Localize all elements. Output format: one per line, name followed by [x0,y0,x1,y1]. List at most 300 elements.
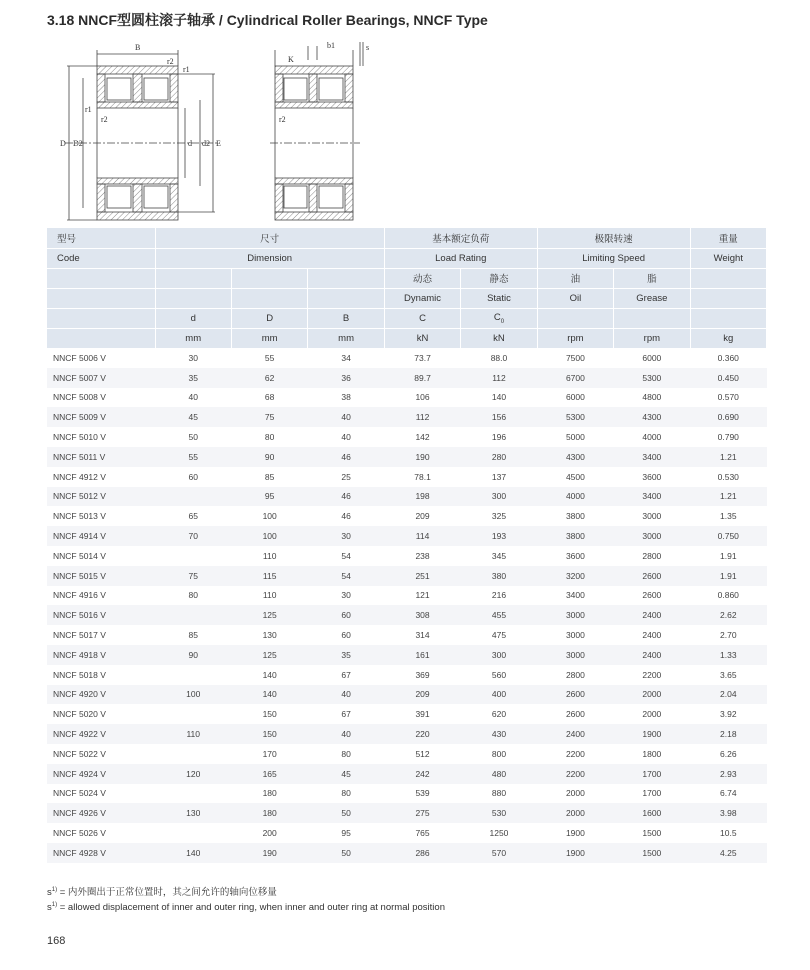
cell-code: NNCF 5012 V [47,487,155,507]
cell-outer-D: 130 [262,630,277,641]
cell-weight: 1.21 [690,487,766,507]
header-dimension-en: Dimension [155,248,384,268]
cell-dynamic-C: 209 [415,511,430,522]
label-D2: D2 [73,139,83,148]
cell-outer-D: 95 [231,487,307,507]
cell-grease-speed: 1800 [642,748,662,759]
cell-width-B: 60 [341,630,351,641]
cell-grease-speed: 3000 [614,526,690,546]
label-D: D [60,139,66,148]
cell-grease-speed: 2000 [614,685,690,705]
cell-dynamic-C: 198 [384,487,460,507]
table-row [47,625,767,645]
cell-bore-d: 90 [155,645,231,665]
header-symbol-B: B [308,308,384,328]
header-speed-cn: 极限转速 [537,228,690,248]
cell-code: NNCF 5020 V [53,709,106,720]
cell-outer-D: 115 [231,566,307,586]
cell-code: NNCF 5016 V [47,605,155,625]
table-row [47,586,767,606]
cell-oil-speed: 2200 [565,748,585,759]
cell-dynamic-C: 238 [415,550,430,561]
cell-dynamic-C: 73.7 [414,353,431,364]
cell-grease-speed: 1900 [614,724,690,744]
cell-width-B: 80 [341,788,351,799]
page-number: 168 [47,935,66,947]
cell-code: NNCF 5015 V [47,566,155,586]
cell-static-C0: 475 [491,630,507,641]
header-weight-en: Weight [690,248,766,268]
cell-code: NNCF 5022 V [53,748,106,759]
cell-static-C0: 1250 [489,828,509,839]
cell-dynamic-C: 512 [415,748,430,759]
cell-weight: 1.91 [720,550,737,561]
cell-dynamic-C: 242 [384,764,460,784]
label-b1: b1 [327,41,335,50]
table-row [47,764,767,784]
cell-weight: 0.450 [690,368,766,388]
cell-code: NNCF 5017 V [53,630,106,641]
cell-oil-speed: 2600 [537,685,613,705]
cell-outer-D: 62 [231,368,307,388]
cell-outer-D: 150 [231,724,307,744]
header-static-en: Static [461,288,537,308]
cell-weight: 2.70 [720,630,737,641]
cell-oil-speed: 3000 [537,645,613,665]
cell-grease-speed: 2400 [614,605,690,625]
table-row [47,447,767,467]
cell-code: NNCF 4928 V [47,843,155,863]
footnote-cn: $s^{1)}$ = 内外圈出于正常位置时，其之间允许的轴向位移量 [47,886,277,898]
cell-dynamic-C: 190 [384,447,460,467]
cell-bore-d: 100 [155,685,231,705]
cell-width-B: 45 [308,764,384,784]
cell-outer-D: 165 [231,764,307,784]
table-row [47,823,767,843]
cell-weight: 0.690 [690,407,766,427]
cell-bore-d: 35 [155,368,231,388]
cell-width-B: 35 [308,645,384,665]
table-row [47,784,767,804]
label-r2-right: r2 [279,115,286,124]
header-unit-oil: rpm [537,328,613,348]
specification-table [47,228,767,863]
cell-width-B: 46 [308,447,384,467]
cell-code: NNCF 5008 V [53,392,106,403]
cell-weight: 4.25 [690,843,766,863]
cell-static-C0: 193 [461,526,537,546]
cell-grease-speed: 2600 [642,590,662,601]
table-row [47,566,767,586]
cell-bore-d [155,784,231,804]
cell-bore-d: 110 [155,724,231,744]
cell-bore-d: 130 [155,803,231,823]
cell-weight: 1.35 [720,511,737,522]
cell-code: NNCF 5009 V [47,407,155,427]
cell-oil-speed: 5000 [565,432,585,443]
cell-bore-d [155,546,231,566]
cell-dynamic-C: 89.7 [384,368,460,388]
cell-bore-d: 120 [155,764,231,784]
cell-width-B: 67 [341,709,351,720]
cell-outer-D: 150 [262,709,277,720]
cell-weight: 2.04 [690,685,766,705]
header-unit-d: mm [155,328,231,348]
cell-outer-D: 85 [264,471,275,482]
cell-grease-speed: 2200 [642,669,662,680]
cell-grease-speed: 3400 [614,487,690,507]
cell-grease-speed: 1700 [614,764,690,784]
cell-width-B: 30 [308,526,384,546]
table-header [47,228,767,348]
cell-outer-D: 125 [231,645,307,665]
cell-code: NNCF 4912 V [53,471,106,482]
label-r1-left: r1 [183,65,190,74]
page-title: 3.18 NNCF型圆柱滚子轴承 / Cylindrical Roller Bearings, NNCF Type [47,12,488,28]
cell-width-B: 46 [341,511,351,522]
cell-bore-d [155,704,231,724]
cell-static-C0: 560 [491,669,507,680]
cell-width-B: 60 [308,605,384,625]
header-model-cn: 型号 [47,228,155,248]
cell-static-C0: 455 [461,605,537,625]
cell-weight: 0.360 [717,353,739,364]
cell-oil-speed: 3800 [537,526,613,546]
cell-code: NNCF 4914 V [47,526,155,546]
cell-static-C0: 345 [491,550,507,561]
header-grease-en: Grease [614,288,690,308]
table-row [47,487,767,507]
cell-bore-d: 40 [188,392,198,403]
cell-weight: 3.65 [720,669,737,680]
cell-outer-D: 75 [231,407,307,427]
cell-oil-speed: 2000 [537,803,613,823]
cell-bore-d: 80 [188,590,198,601]
cell-grease-speed: 4000 [642,432,662,443]
cell-static-C0: 280 [461,447,537,467]
cell-width-B: 34 [341,353,351,364]
bearing-cross-section-diagram [55,38,385,228]
header-load-en: Load Rating [384,248,537,268]
cell-static-C0: 156 [461,407,537,427]
cell-width-B: 38 [341,392,351,403]
cell-weight: 1.21 [690,447,766,467]
cell-grease-speed: 6000 [642,353,662,364]
label-r2-inner: r2 [101,115,108,124]
cell-weight: 2.93 [690,764,766,784]
cell-static-C0: 325 [491,511,507,522]
label-r1-inner: r1 [85,105,92,114]
cell-static-C0: 880 [491,788,507,799]
label-E: E [216,139,221,148]
cell-dynamic-C: 78.1 [414,471,431,482]
cell-bore-d: 140 [155,843,231,863]
header-speed-en: Limiting Speed [537,248,690,268]
cell-dynamic-C: 114 [384,526,460,546]
table-row [47,724,767,744]
header-model-en: Code [47,248,155,268]
cell-width-B: 40 [308,407,384,427]
cell-bore-d: 45 [155,407,231,427]
cell-grease-speed: 1500 [642,828,662,839]
cell-width-B: 40 [308,724,384,744]
cell-outer-D: 110 [262,590,277,601]
cell-dynamic-C: 275 [384,803,460,823]
table-row [47,467,767,487]
cell-code: NNCF 4926 V [47,803,155,823]
header-unit-weight: kg [690,328,766,348]
table-row [47,665,767,685]
header-symbol-C0: $C_0$ [461,308,537,328]
table-row [47,546,767,566]
label-K: K [288,55,294,64]
cell-weight: 0.860 [717,590,739,601]
cell-static-C0: 300 [461,645,537,665]
cell-dynamic-C: 391 [415,709,430,720]
cell-grease-speed: 1700 [642,788,662,799]
cell-bore-d: 55 [155,447,231,467]
cell-static-C0: 300 [461,487,537,507]
cell-outer-D: 80 [264,432,275,443]
header-unit-D: mm [231,328,307,348]
header-symbol-D: D [231,308,307,328]
cell-oil-speed: 2000 [565,788,585,799]
cell-code: NNCF 4920 V [47,685,155,705]
label-B: B [135,43,141,52]
cell-weight: 0.570 [717,392,739,403]
label-s: s [366,43,370,52]
table-row [47,368,767,388]
cell-weight: 0.790 [717,432,739,443]
cell-code: NNCF 4922 V [47,724,155,744]
cell-weight: 2.18 [690,724,766,744]
cell-grease-speed: 5300 [614,368,690,388]
cell-weight: 1.91 [690,566,766,586]
cell-weight: 6.26 [720,748,737,759]
cell-outer-D: 140 [262,669,277,680]
cell-bore-d: 85 [188,630,198,641]
cell-dynamic-C: 539 [415,788,430,799]
cell-grease-speed: 2400 [614,645,690,665]
cell-grease-speed: 1600 [614,803,690,823]
header-unit-C0: kN [461,328,537,348]
cell-outer-D: 55 [264,353,275,364]
cell-oil-speed: 2400 [537,724,613,744]
cell-oil-speed: 3800 [565,511,585,522]
table-row [47,685,767,705]
cell-width-B: 30 [341,590,351,601]
cell-bore-d [155,823,231,843]
cell-oil-speed: 4000 [537,487,613,507]
cell-oil-speed: 5300 [537,407,613,427]
cell-static-C0: 380 [461,566,537,586]
cell-grease-speed: 4300 [614,407,690,427]
cell-grease-speed: 3600 [642,471,662,482]
header-symbol-C: C [384,308,460,328]
cell-static-C0: 800 [491,748,507,759]
cell-oil-speed: 3600 [565,550,585,561]
table-body [47,348,767,863]
cell-oil-speed: 3400 [565,590,585,601]
cell-width-B: 36 [308,368,384,388]
cell-dynamic-C: 765 [415,828,430,839]
table-row [47,803,767,823]
cell-outer-D: 180 [231,803,307,823]
cell-code: NNCF 5013 V [53,511,106,522]
cell-dynamic-C: 106 [415,392,430,403]
cell-outer-D: 180 [262,788,277,799]
cell-width-B: 40 [308,685,384,705]
cell-oil-speed: 2600 [565,709,585,720]
header-unit-C: kN [384,328,460,348]
cell-static-C0: 137 [491,471,507,482]
cell-oil-speed: 6000 [565,392,585,403]
cell-outer-D: 100 [231,526,307,546]
cell-outer-D: 170 [262,748,277,759]
cell-weight: 10.5 [720,828,737,839]
cell-dynamic-C: 161 [384,645,460,665]
cell-static-C0: 480 [461,764,537,784]
cell-code: NNCF 5007 V [47,368,155,388]
cell-outer-D: 100 [262,511,277,522]
cell-bore-d: 65 [188,511,198,522]
cell-width-B: 54 [341,550,351,561]
table-row [47,506,767,526]
table-row [47,704,767,724]
cell-static-C0: 430 [461,724,537,744]
cell-static-C0: 88.0 [490,353,508,364]
cell-code: NNCF 5026 V [53,828,106,839]
header-dynamic-en: Dynamic [384,288,460,308]
cell-dynamic-C: 251 [384,566,460,586]
cell-grease-speed: 2800 [642,550,662,561]
cell-oil-speed: 4500 [565,471,585,482]
cell-outer-D: 90 [231,447,307,467]
bearing-drawings [55,38,385,228]
cell-bore-d: 50 [188,432,198,443]
cell-outer-D: 140 [231,685,307,705]
table-row [47,526,767,546]
cell-static-C0: 570 [461,843,537,863]
cell-bore-d [155,665,231,685]
cell-width-B: 67 [341,669,351,680]
cell-oil-speed: 4300 [537,447,613,467]
cell-dynamic-C: 220 [384,724,460,744]
header-unit-B: mm [308,328,384,348]
cell-outer-D: 190 [231,843,307,863]
cell-code: NNCF 5006 V [53,353,106,364]
table-row [47,388,767,408]
cell-dynamic-C: 308 [384,605,460,625]
cell-bore-d: 60 [188,471,198,482]
cell-width-B: 40 [341,432,351,443]
header-load-cn: 基本额定负荷 [384,228,537,248]
cell-dynamic-C: 121 [415,590,430,601]
header-weight-cn: 重量 [690,228,766,248]
cell-bore-d [155,487,231,507]
cell-weight: 1.33 [690,645,766,665]
cell-width-B: 54 [308,566,384,586]
cell-static-C0: 112 [461,368,537,388]
cell-oil-speed: 1900 [537,843,613,863]
cell-code: NNCF 5018 V [53,669,106,680]
header-dynamic-cn: 动态 [384,268,460,288]
table-row [47,605,767,625]
header-static-cn: 静态 [461,268,537,288]
cell-code: NNCF 5011 V [47,447,155,467]
cell-code: NNCF 5010 V [53,432,106,443]
cell-dynamic-C: 286 [384,843,460,863]
cell-width-B: 25 [341,471,351,482]
table-row [47,843,767,863]
cell-code: NNCF 4924 V [47,764,155,784]
cell-static-C0: 216 [491,590,507,601]
header-oil-en: Oil [537,288,613,308]
table-row [47,407,767,427]
cell-bore-d: 70 [155,526,231,546]
cell-static-C0: 196 [491,432,507,443]
cell-width-B: 46 [308,487,384,507]
cell-code: NNCF 5014 V [53,550,106,561]
cell-weight: 3.92 [720,709,737,720]
cell-code: NNCF 4918 V [47,645,155,665]
cell-weight: 0.750 [690,526,766,546]
cell-weight: 2.62 [690,605,766,625]
table-row [47,427,767,447]
cell-width-B: 50 [308,843,384,863]
table-row [47,348,767,368]
header-unit-grease: rpm [614,328,690,348]
table-row [47,645,767,665]
cell-oil-speed: 2200 [537,764,613,784]
cell-bore-d: 30 [188,353,198,364]
cell-oil-speed: 6700 [537,368,613,388]
cell-oil-speed: 3000 [565,630,585,641]
cell-outer-D: 200 [262,828,277,839]
cell-width-B: 80 [341,748,351,759]
cell-static-C0: 530 [461,803,537,823]
cell-grease-speed: 2000 [642,709,662,720]
cell-outer-D: 125 [231,605,307,625]
cell-grease-speed: 2600 [614,566,690,586]
cell-grease-speed: 1500 [614,843,690,863]
cell-static-C0: 140 [491,392,507,403]
cell-grease-speed: 3400 [614,447,690,467]
label-d2: d2 [202,139,210,148]
cell-bore-d [155,605,231,625]
cell-bore-d: 75 [155,566,231,586]
cell-outer-D: 68 [264,392,275,403]
cell-oil-speed: 1900 [565,828,585,839]
cell-weight: 6.74 [720,788,737,799]
cell-dynamic-C: 209 [384,685,460,705]
cell-width-B: 50 [308,803,384,823]
cell-outer-D: 110 [262,550,277,561]
header-symbol-d: d [155,308,231,328]
header-oil-cn: 油 [537,268,613,288]
cell-dynamic-C: 369 [415,669,430,680]
cell-oil-speed: 2800 [565,669,585,680]
cell-oil-speed: 3000 [537,605,613,625]
label-r2-left: r2 [167,57,174,66]
cell-weight: 0.530 [717,471,739,482]
cell-grease-speed: 3000 [642,511,662,522]
cell-code: NNCF 5024 V [53,788,106,799]
label-d: d [188,139,192,148]
cell-width-B: 95 [341,828,351,839]
footnote-en: $s^{1)}$ = allowed displacement of inner and outer ring, when inner and outer ring at normal position [47,902,445,914]
cell-grease-speed: 4800 [642,392,662,403]
